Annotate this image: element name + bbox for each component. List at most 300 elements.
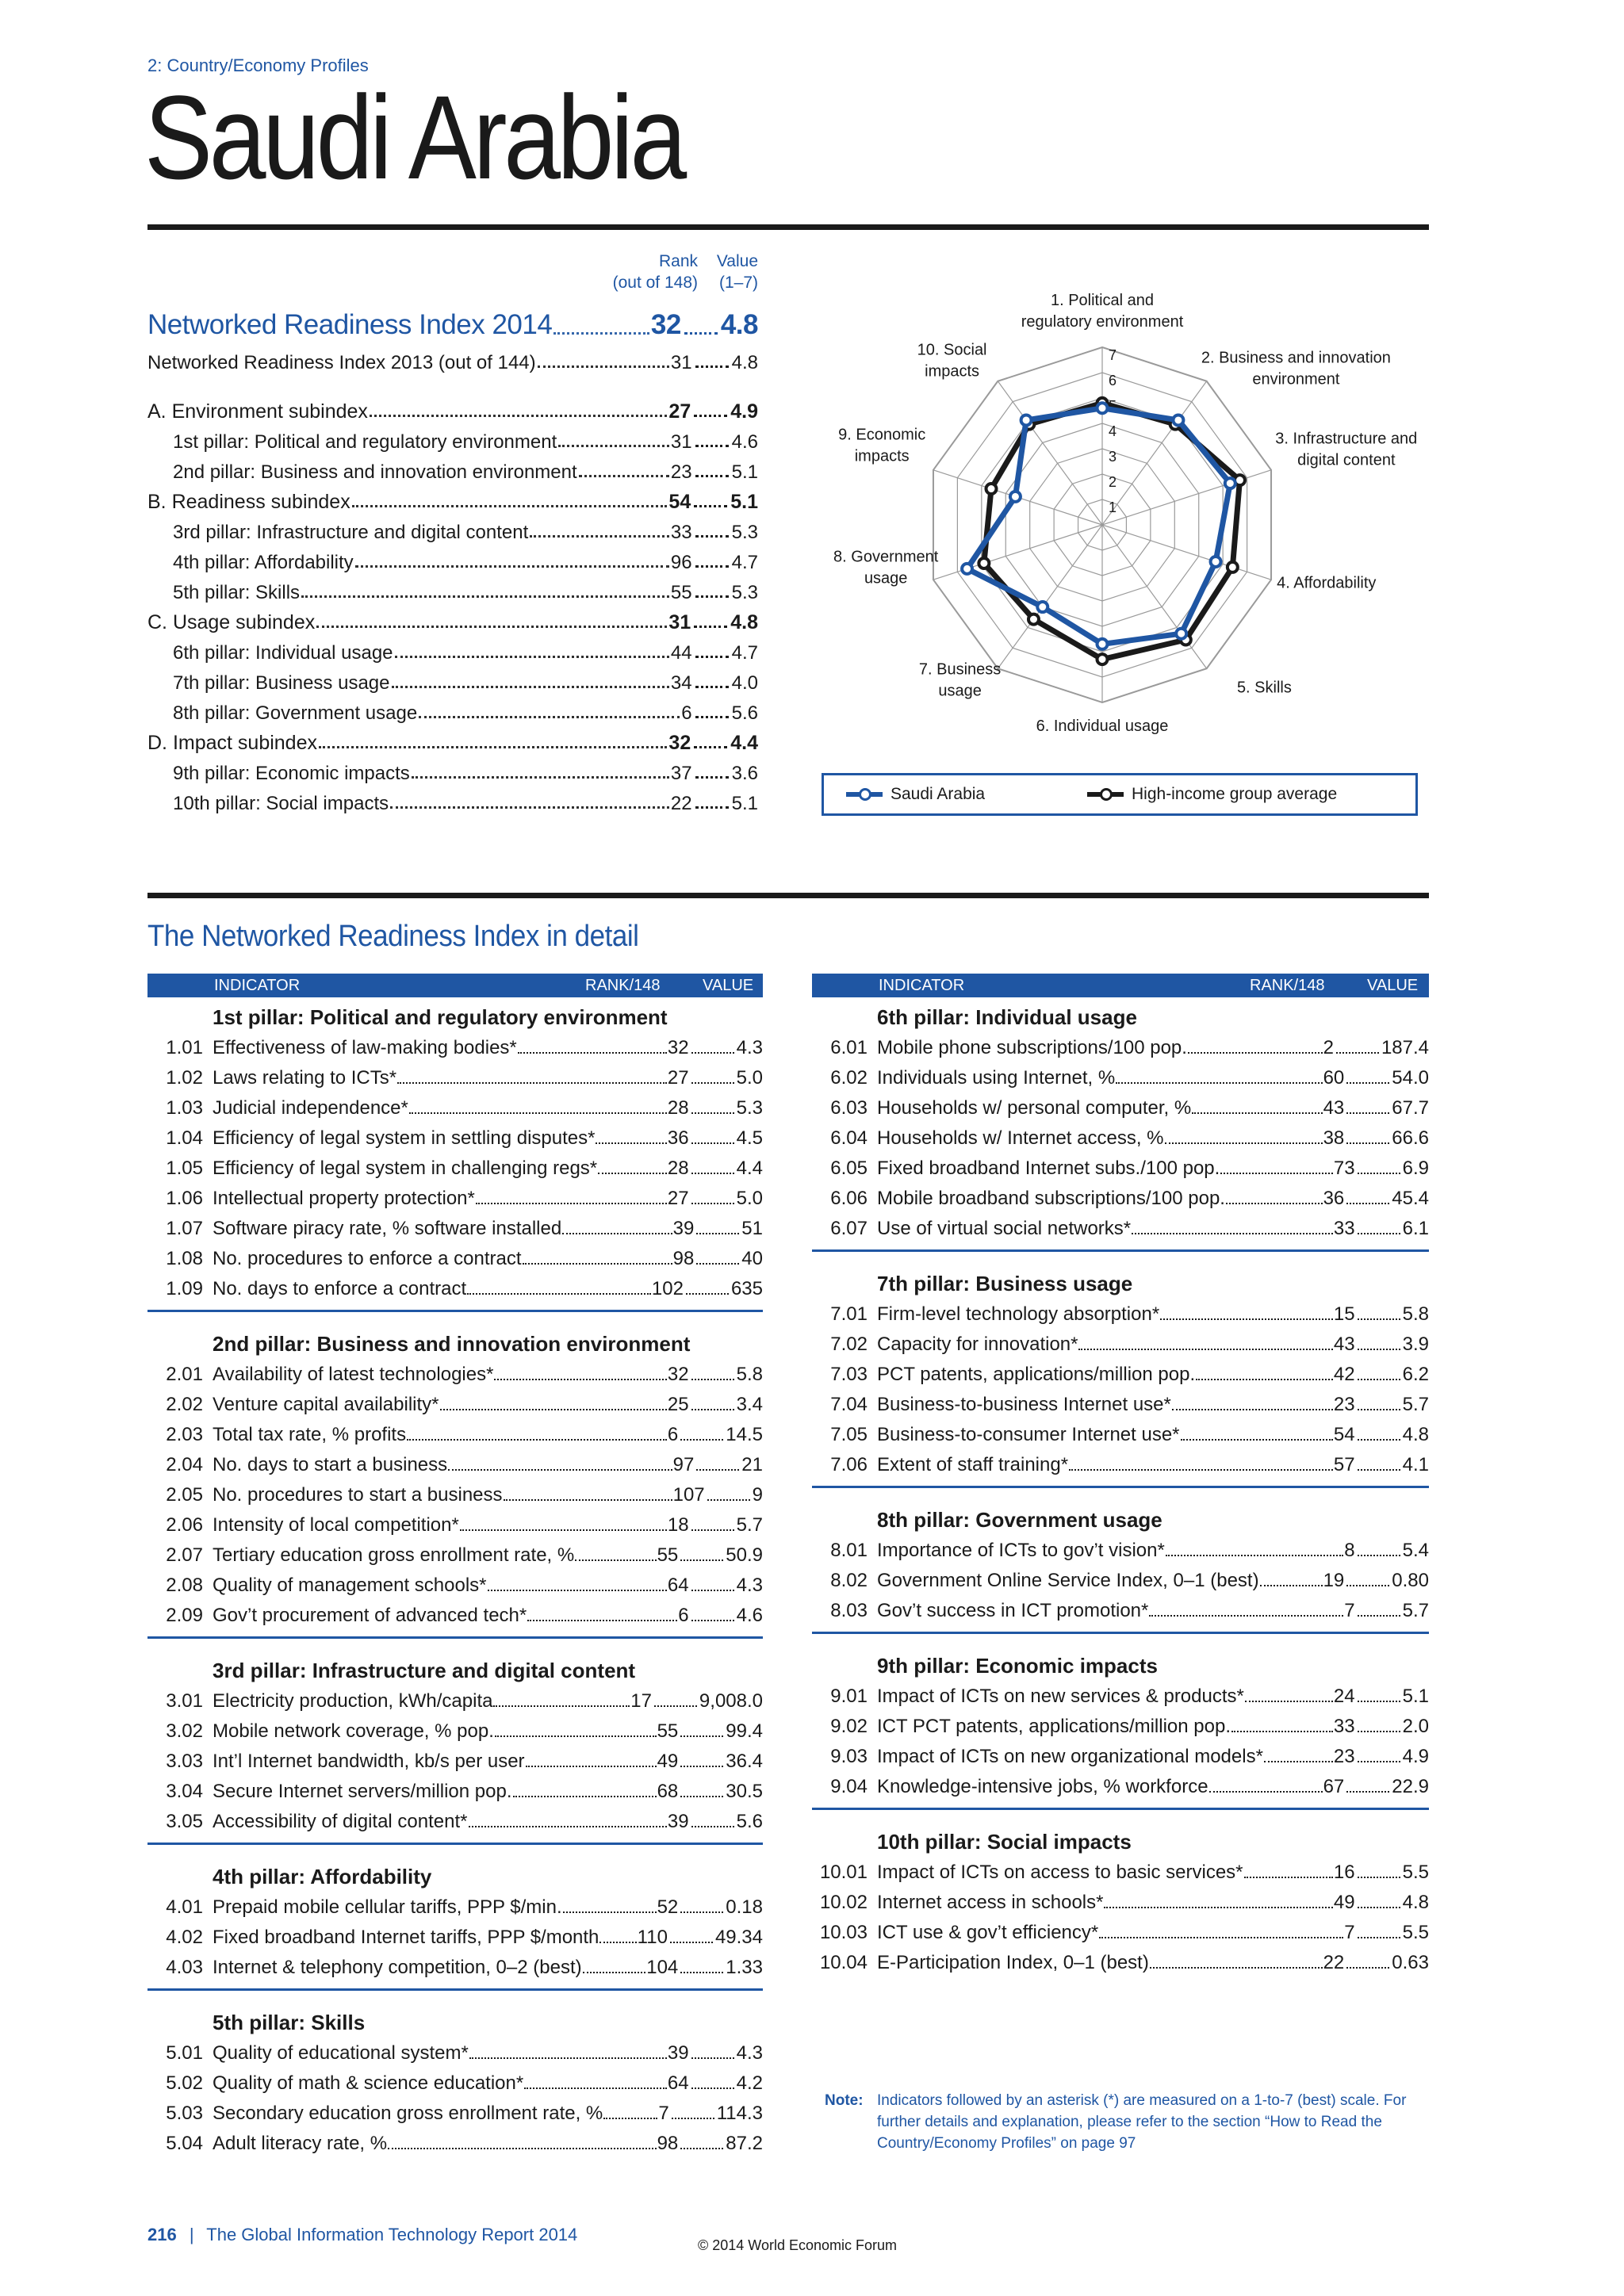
right-header-rank: RANK/148 [1250,977,1325,994]
indicator-rank: 16 [1333,1862,1355,1883]
summary-value: 4.8 [720,309,758,340]
indicator-leader [1165,1142,1323,1144]
indicator-value: 50.9 [726,1544,763,1566]
indicator-rank: 102 [651,1278,684,1299]
radar-series-2-point [979,558,989,568]
pillar-title: 1st pillar: Political and regulatory environment [213,1005,668,1029]
radar-chart [817,285,1435,825]
radar-axis-label: 4. Affordability [1277,574,1377,592]
indicator-value: 5.6 [736,1811,763,1832]
indicator-label: Gov’t success in ICT promotion* [877,1600,1149,1621]
indicator-row [138,1919,763,1949]
indicator-row [138,2034,763,2064]
summary-row [147,395,758,423]
rank-header-label: Rank [658,252,698,270]
indicator-rank: 6 [667,1424,679,1445]
indicator-leader [680,2148,723,2149]
indicator-label: Households w/ Internet access, % [877,1127,1164,1149]
indicator-row [138,1773,763,1803]
value-header-label: Value [716,252,758,270]
pillar-divider [812,1486,1429,1488]
indicator-label: Efficiency of legal system in settling disputes* [213,1127,596,1149]
indicator-leader [680,1439,723,1441]
indicator-row [138,1059,763,1089]
indicator-rank: 6 [678,1605,689,1626]
indicator-number: 6.03 [830,1097,868,1119]
indicator-leader [460,1529,667,1531]
indicator-number: 9.02 [830,1716,868,1737]
indicator-label: Quality of management schools* [213,1575,487,1596]
indicator-leader [1346,1967,1389,1969]
indicator-leader [1209,1791,1323,1793]
pillar-title: 8th pillar: Government usage [877,1508,1162,1532]
indicator-value: 54.0 [1392,1067,1429,1089]
summary-leader [695,656,729,658]
summary-value: 3.6 [731,763,758,784]
indicator-rank: 36 [1323,1188,1345,1209]
indicator-number: 6.07 [830,1218,868,1239]
indicator-leader [513,1796,657,1797]
indicator-row [802,1356,1429,1386]
indicator-leader [1346,1203,1389,1204]
indicator-rank: 42 [1333,1364,1355,1385]
indicator-leader [696,1263,739,1265]
indicator-label: Internet access in schools* [877,1892,1104,1913]
indicator-leader [1358,1555,1400,1556]
indicator-leader [680,1796,723,1797]
indicator-leader [696,1233,739,1234]
summary-rank: 32 [650,309,681,340]
summary-row [147,346,758,374]
indicator-label: No. procedures to enforce a contract [213,1248,522,1269]
indicator-value: 22.9 [1392,1776,1429,1797]
country-title: Saudi Arabia [144,71,684,204]
indicator-rank: 25 [667,1394,689,1415]
summary-value: 5.6 [731,702,758,724]
pillar-title: 2nd pillar: Business and innovation environment [213,1332,691,1356]
indicator-value: 30.5 [726,1781,763,1802]
pillar-title: 5th pillar: Skills [213,2011,366,2034]
indicator-leader [467,1293,651,1295]
indicator-leader [1104,1907,1332,1908]
indicator-leader [680,1766,723,1767]
summary-label: 10th pillar: Social impacts [173,793,389,814]
indicator-value: 0.18 [726,1896,763,1918]
indicator-number: 2.07 [166,1544,203,1566]
pillar-title: 7th pillar: Business usage [877,1272,1133,1295]
indicator-number: 6.05 [830,1158,868,1179]
indicator-row [138,1888,763,1919]
indicator-label: Households w/ personal computer, % [877,1097,1192,1119]
indicator-value: 6.9 [1402,1158,1429,1179]
radar-axis-label: 8. Government [833,548,939,566]
summary-leader [695,716,729,718]
indicator-label: Mobile broadband subscriptions/100 pop. [877,1188,1225,1209]
indicator-leader [1346,1585,1389,1586]
indicator-number: 10.03 [819,1922,868,1943]
summary-value: 4.7 [731,642,758,664]
summary-leader [530,535,669,538]
radar-axis-label: 9. Economic [838,426,926,444]
radar-axis-label: 1. Political and [1050,292,1155,309]
indicator-rank: 55 [657,1720,679,1742]
indicator-leader [476,1203,667,1204]
summary-row [147,304,758,341]
indicator-leader [670,1942,713,1943]
left-header-value: VALUE [703,977,754,994]
indicator-number: 6.06 [830,1188,868,1209]
indicator-leader [691,1620,734,1621]
indicator-row [802,1738,1429,1768]
radar-series-1-point [1037,602,1048,612]
summary-rank: 22 [670,793,692,814]
summary-leader [355,565,669,568]
radar-scale-tick: 5 [1109,398,1117,414]
indicator-number: 5.03 [166,2103,203,2124]
indicator-value: 0.80 [1392,1570,1429,1591]
indicator-number: 4.03 [166,1957,203,1978]
indicator-value: 635 [730,1278,763,1299]
indicator-leader [494,1379,666,1380]
indicator-number: 10.04 [819,1952,868,1973]
indicator-label: Government Online Service Index, 0–1 (best) [877,1570,1259,1591]
indicator-leader [691,1826,734,1827]
pillar-divider [147,1843,763,1845]
summary-row [147,606,758,634]
indicator-value: 5.0 [736,1188,763,1209]
summary-leader [553,332,649,335]
indicator-number: 3.05 [166,1811,203,1832]
radar-axis-label: digital content [1297,451,1396,469]
summary-row [147,515,758,544]
radar-series-1-point [1211,557,1221,567]
indicator-leader [599,1942,636,1943]
indicator-leader [583,1972,646,1973]
pillar-divider [147,1988,763,1991]
indicator-number: 1.08 [166,1248,203,1269]
indicator-value: 5.8 [1402,1303,1429,1325]
summary-value: 5.1 [731,461,758,483]
indicator-rank: 104 [646,1957,679,1978]
radar-axis-label: 2. Business and innovation [1201,349,1391,367]
radar-series-2-point [986,484,997,494]
indicator-rank: 22 [1323,1952,1345,1973]
summary-row [147,576,758,604]
indicator-number: 9.04 [830,1776,868,1797]
indicator-number: 1.07 [166,1218,203,1239]
indicator-leader [1358,1615,1400,1617]
summary-rank: 31 [668,611,691,633]
indicator-row [138,1476,763,1506]
radar-axis-label: usage [938,682,982,700]
summary-leader [695,595,729,598]
radar-series-2-point [1028,614,1039,625]
summary-value: 4.7 [731,552,758,573]
indicator-row [138,1180,763,1210]
indicator-leader [691,1590,734,1591]
summary-leader [579,475,669,477]
indicator-value: 5.4 [1402,1540,1429,1561]
radar-axis-label: regulatory environment [1021,313,1184,331]
indicator-leader [691,1379,734,1380]
indicator-row [802,1029,1429,1059]
radar-axis-label: 7. Business [918,660,1002,679]
indicator-value: 4.5 [736,1127,763,1149]
summary-value: 4.4 [730,732,758,754]
legend-label-series-2: High-income group average [1132,785,1338,803]
indicator-rank: 52 [657,1896,679,1918]
indicator-leader [1358,1173,1400,1174]
summary-rank: 32 [668,732,691,754]
indicator-leader [1358,1907,1400,1908]
indicator-value: 5.7 [736,1514,763,1536]
indicator-value: 187.4 [1381,1037,1429,1058]
indicator-leader [1358,1349,1400,1350]
radar-axis-label: environment [1252,370,1340,388]
indicator-leader [1150,1967,1323,1969]
indicator-label: Judicial independence* [213,1097,408,1119]
indicator-number: 2.05 [166,1484,203,1506]
indicator-leader [469,1826,667,1827]
indicator-rank: 23 [1333,1746,1355,1767]
indicator-leader [691,1529,734,1531]
pillar-title: 4th pillar: Affordability [213,1865,432,1888]
indicator-number: 3.04 [166,1781,203,1802]
indicator-label: Firm-level technology absorption* [877,1303,1160,1325]
indicator-value: 66.6 [1392,1127,1429,1149]
radar-scale-tick: 7 [1109,347,1117,363]
summary-value: 4.8 [731,352,758,373]
indicator-label: Electricity production, kWh/capita [213,1690,493,1712]
indicator-number: 1.09 [166,1278,203,1299]
indicator-leader [1358,1469,1400,1471]
indicator-leader [563,1911,657,1913]
summary-row [147,636,758,664]
indicator-rank: 64 [667,2072,689,2094]
indicator-row [802,1326,1429,1356]
indicator-label: Secure Internet servers/million pop. [213,1781,512,1802]
indicator-leader [1231,1731,1333,1732]
indicator-value: 2.0 [1402,1716,1429,1737]
right-header-indicator: INDICATOR [879,977,965,994]
indicator-row [802,1416,1429,1446]
radar-axis-label: impacts [854,447,910,465]
summary-row [147,726,758,755]
indicator-number: 1.05 [166,1158,203,1179]
indicator-value: 6.2 [1402,1364,1429,1385]
rank-header [603,251,698,293]
indicator-leader [691,1409,734,1410]
indicator-leader [1244,1877,1333,1878]
indicator-row [802,1532,1429,1562]
indicator-label: Venture capital availability* [213,1394,439,1415]
indicator-label: Fixed broadband Internet subs./100 pop. [877,1158,1220,1179]
indicator-value: 4.8 [1402,1892,1429,1913]
indicator-value: 4.6 [736,1605,763,1626]
indicator-row [138,1536,763,1567]
indicator-label: Quality of educational system* [213,2042,469,2064]
indicator-row [138,1446,763,1476]
summary-row [147,666,758,695]
indicator-row [138,1803,763,1833]
indicator-label: Extent of staff training* [877,1454,1069,1475]
indicator-number: 6.04 [830,1127,868,1149]
pillar-divider [812,1249,1429,1252]
summary-leader [558,445,669,447]
indicator-label: Secondary education gross enrollment rate, % [213,2103,603,2124]
indicator-value: 1.33 [726,1957,763,1978]
chart-legend [822,773,1418,816]
note-text: Indicators followed by an asterisk (*) are measured on a 1-to-7 (best) scale. For further details and explanation, please refer to the section “How to Read the Country/Economy Profiles” on page 97 [877,2092,1407,2152]
indicator-leader [388,2148,656,2149]
pillar-title: 10th pillar: Social impacts [877,1830,1132,1854]
indicator-rank: 27 [667,1067,689,1089]
indicator-leader [488,1590,667,1591]
indicator-label: PCT patents, applications/million pop. [877,1364,1196,1385]
indicator-label: Impact of ICTs on new organizational models* [877,1746,1263,1767]
summary-value: 4.0 [731,672,758,694]
indicator-number: 8.02 [830,1570,868,1591]
indicator-rank: 38 [1323,1127,1345,1149]
summary-label: 2nd pillar: Business and innovation environment [173,461,577,483]
legend-swatch-series-1 [846,792,883,797]
indicator-leader [504,1499,672,1501]
indicator-value: 36.4 [726,1751,763,1772]
radar-axis-label: usage [864,569,908,587]
indicator-leader [1346,1142,1389,1144]
indicator-value: 51 [741,1218,763,1239]
indicator-leader [691,1112,734,1114]
summary-value: 5.1 [731,793,758,814]
indicator-leader [1358,1701,1400,1702]
indicator-row [138,1356,763,1386]
indicator-rank: 97 [672,1454,695,1475]
indicator-label: Importance of ICTs to gov’t vision* [877,1540,1165,1561]
indicator-rank: 7 [1344,1922,1355,1943]
indicator-row [138,1029,763,1059]
indicator-leader [1188,1052,1323,1054]
indicator-row [802,1708,1429,1738]
summary-rank: 23 [670,461,692,483]
summary-leader [684,332,718,335]
summary-leader [695,475,729,477]
radar-axis-label: 6. Individual usage [1036,718,1169,735]
indicator-label: Internet & telephony competition, 0–2 (best) [213,1957,582,1978]
indicator-leader [654,1705,697,1707]
detail-title: The Networked Readiness Index in detail [147,920,639,953]
indicator-leader [691,2057,734,2059]
indicator-row [802,1180,1429,1210]
indicator-rank: 68 [657,1781,679,1802]
radar-series-1-point [1176,629,1186,639]
indicator-rank: 33 [1333,1218,1355,1239]
indicator-leader [686,1293,729,1295]
indicator-rank: 23 [1333,1394,1355,1415]
radar-series-1-point [1225,478,1235,488]
indicator-value: 4.3 [736,2042,763,2064]
indicator-value: 45.4 [1392,1188,1429,1209]
radar-scale-tick: 4 [1109,423,1117,439]
indicator-leader [1358,1877,1400,1878]
indicator-label: Intensity of local competition* [213,1514,459,1536]
indicator-number: 8.03 [830,1600,868,1621]
indicator-row [138,1089,763,1119]
indicator-rank: 98 [672,1248,695,1269]
summary-row [147,756,758,785]
indicator-row [138,1386,763,1416]
indicator-label: Gov’t procurement of advanced tech* [213,1605,527,1626]
indicator-leader [469,2057,667,2059]
indicator-value: 3.4 [736,1394,763,1415]
summary-label: 4th pillar: Affordability [173,552,354,573]
indicator-leader [1358,1318,1400,1320]
value-header [706,251,758,293]
indicator-leader [691,1203,734,1204]
left-table-header [147,974,763,997]
legend-item-series-2 [1087,785,1337,804]
indicator-label: No. days to enforce a contract [213,1278,467,1299]
indicator-row [802,1386,1429,1416]
indicator-leader [707,1499,750,1501]
summary-leader [538,365,669,368]
indicator-leader [680,1911,723,1913]
summary-leader [694,626,727,628]
indicator-rank: 2 [1323,1037,1334,1058]
indicator-leader [575,1559,656,1561]
indicator-leader [524,2087,667,2089]
mid-rule [147,893,1429,898]
indicator-number: 2.01 [166,1364,203,1385]
indicator-leader [1358,1409,1400,1410]
left-header-indicator: INDICATOR [214,977,301,994]
indicator-label: Mobile network coverage, % pop. [213,1720,494,1742]
pillar-divider [812,1808,1429,1810]
indicator-leader [1099,1937,1343,1938]
summary-label: Networked Readiness Index 2013 (out of 144) [147,352,536,373]
indicator-rank: 43 [1323,1097,1345,1119]
indicator-value: 5.5 [1402,1862,1429,1883]
indicator-leader [1264,1761,1333,1762]
summary-rank: 34 [670,672,692,694]
indicator-label: Intellectual property protection* [213,1188,475,1209]
indicator-row [138,2064,763,2095]
indicator-number: 1.01 [166,1037,203,1058]
summary-value: 4.9 [730,400,758,423]
summary-label: 7th pillar: Business usage [173,672,390,694]
indicator-leader [598,1173,667,1174]
indicator-value: 4.3 [736,1575,763,1596]
top-rule [147,224,1429,230]
summary-leader [694,746,727,748]
indicator-rank: 32 [667,1364,689,1385]
indicator-value: 14.5 [726,1424,763,1445]
indicator-row [138,1712,763,1743]
indicator-leader [1192,1112,1322,1114]
radar-scale-tick: 2 [1109,474,1117,490]
indicator-number: 7.06 [830,1454,868,1475]
pillar-title: 9th pillar: Economic impacts [877,1654,1158,1678]
note-label: Note: [825,2092,864,2109]
indicator-leader [1181,1439,1333,1441]
indicator-number: 9.03 [830,1746,868,1767]
copyright: © 2014 World Economic Forum [698,2237,898,2253]
legend-label-series-1: Saudi Arabia [891,785,986,803]
indicator-number: 5.02 [166,2072,203,2094]
indicator-leader [397,1082,667,1084]
footer-left [147,2225,577,2245]
indicator-leader [1260,1585,1323,1586]
indicator-leader [1078,1349,1332,1350]
